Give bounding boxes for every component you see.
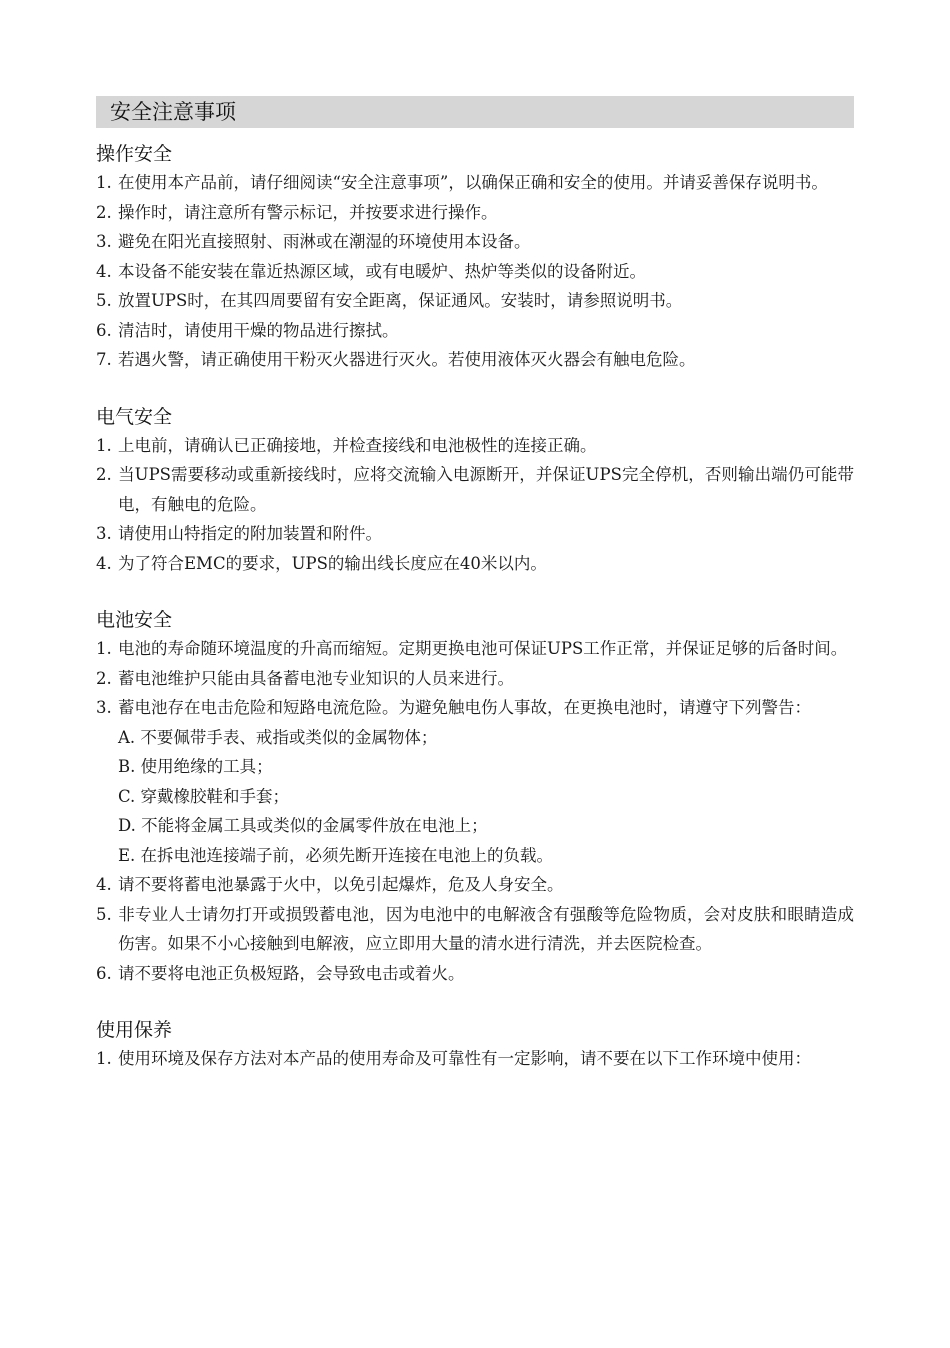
list-item-number: 2. (96, 668, 112, 688)
list-item-text: 蓄电池维护只能由具备蓄电池专业知识的人员来进行。 (118, 668, 514, 688)
list-item-text: 上电前，请确认已正确接地，并检查接线和电池极性的连接正确。 (118, 435, 597, 455)
list-item-text: 请不要将电池正负极短路，会导致电击或着火。 (118, 963, 465, 983)
section-title: 使用保养 (96, 1019, 173, 1041)
list-item-number: 6. (96, 320, 112, 340)
list-item-text: 使用环境及保存方法对本产品的使用寿命及可靠性有一定影响，请不要在以下工作环境中使用： (118, 1049, 811, 1068)
list-item-number: 7. (96, 350, 112, 369)
numbered-list (96, 1044, 854, 1074)
section-use-maintenance (96, 1016, 854, 1074)
section-operation-safety (96, 140, 854, 375)
list-item-number: 4. (96, 553, 112, 573)
list-item (96, 257, 854, 287)
list-item-text: 避免在阳光直接照射、雨淋或在潮湿的环境使用本设备。 (118, 232, 531, 251)
list-item (96, 549, 854, 579)
list-item-text: 当UPS需要移动或重新接线时，应将交流输入电源断开，并保证UPS完全停机，否则输出端仍可能带电，有触电的危险。 (118, 465, 854, 514)
list-item-number: 3. (96, 698, 112, 717)
list-item (96, 519, 854, 549)
list-item (96, 634, 854, 664)
list-item-number: 3. (96, 524, 112, 543)
list-item (96, 286, 854, 316)
section-title: 操作安全 (96, 143, 173, 165)
list-item-text: 本设备不能安装在靠近热源区域，或有电暖炉、热炉等类似的设备附近。 (118, 261, 646, 281)
list-item-text: 请使用山特指定的附加装置和附件。 (118, 524, 382, 543)
list-item (96, 168, 854, 198)
list-item (96, 460, 854, 519)
list-item-text: 电池的寿命随环境温度的升高而缩短。定期更换电池可保证UPS工作正常，并保证足够的后备时间。 (118, 639, 848, 658)
list-item-text: 清洁时，请使用干燥的物品进行擦拭。 (118, 320, 399, 340)
list-item-text: 若遇火警，请正确使用干粉灭火器进行灭火。若使用液体灭火器会有触电危险。 (118, 350, 696, 369)
sub-list-item: A. 不要佩带手表、戒指或类似的金属物体； (118, 727, 438, 747)
list-item-number: 2. (96, 202, 112, 222)
sub-list-item: B. 使用绝缘的工具； (118, 757, 273, 776)
list-item-text: 为了符合EMC的要求，UPS的输出线长度应在40米以内。 (118, 553, 547, 573)
section-electrical-safety (96, 403, 854, 579)
list-item (96, 227, 854, 257)
list-item-number: 1. (96, 1049, 112, 1068)
list-item-number: 3. (96, 232, 112, 251)
page-title: 安全注意事项 (96, 96, 854, 128)
list-item (96, 959, 854, 989)
sub-list-item: D. 不能将金属工具或类似的金属零件放在电池上； (118, 816, 488, 835)
document-page (96, 96, 854, 1102)
list-item-number: 2. (96, 465, 112, 484)
list-item (96, 1044, 854, 1074)
list-item (96, 198, 854, 228)
list-item-number: 6. (96, 963, 112, 983)
section-title: 电气安全 (96, 405, 173, 428)
list-item (96, 664, 854, 694)
sub-list-item: C. 穿戴橡胶鞋和手套； (118, 786, 290, 806)
list-item-text: 蓄电池存在电击危险和短路电流危险。为避免触电伤人事故，在更换电池时，请遵守下列警告： (118, 698, 811, 717)
list-item-text: 请不要将蓄电池暴露于火中，以免引起爆炸，危及人身安全。 (118, 875, 564, 894)
numbered-list (96, 431, 854, 579)
list-item (96, 900, 854, 959)
list-item-text: 在使用本产品前，请仔细阅读“安全注意事项”，以确保正确和安全的使用。并请妥善保存说明书。 (118, 173, 828, 192)
numbered-list (96, 634, 854, 988)
section-title: 电池安全 (96, 609, 173, 631)
list-item (96, 345, 854, 375)
numbered-list (96, 168, 854, 375)
list-item-number: 1. (96, 435, 112, 455)
sub-list-item: E. 在拆电池连接端子前，必须先断开连接在电池上的负载。 (118, 845, 554, 865)
list-item (96, 870, 854, 900)
list-item-number: 4. (96, 261, 112, 281)
list-item (96, 693, 854, 723)
list-item-number: 1. (96, 173, 112, 192)
list-item-text: 放置UPS时，在其四周要留有安全距离，保证通风。安装时，请参照说明书。 (118, 291, 683, 310)
section-battery-safety (96, 606, 854, 988)
list-item-number: 4. (96, 875, 112, 894)
list-item-number: 5. (96, 291, 112, 310)
list-item-text: 非专业人士请勿打开或损毁蓄电池，因为电池中的电解液含有强酸等危险物质，会对皮肤和眼睛造成伤害。如果不小心接触到电解液，应立即用大量的清水进行清洗，并去医院检查。 (118, 904, 854, 953)
list-item-number: 1. (96, 639, 112, 658)
sections-container (96, 140, 854, 1074)
list-item-text: 操作时，请注意所有警示标记，并按要求进行操作。 (118, 202, 498, 222)
list-item (96, 431, 854, 461)
list-item (96, 316, 854, 346)
list-item-number: 5. (96, 904, 112, 924)
